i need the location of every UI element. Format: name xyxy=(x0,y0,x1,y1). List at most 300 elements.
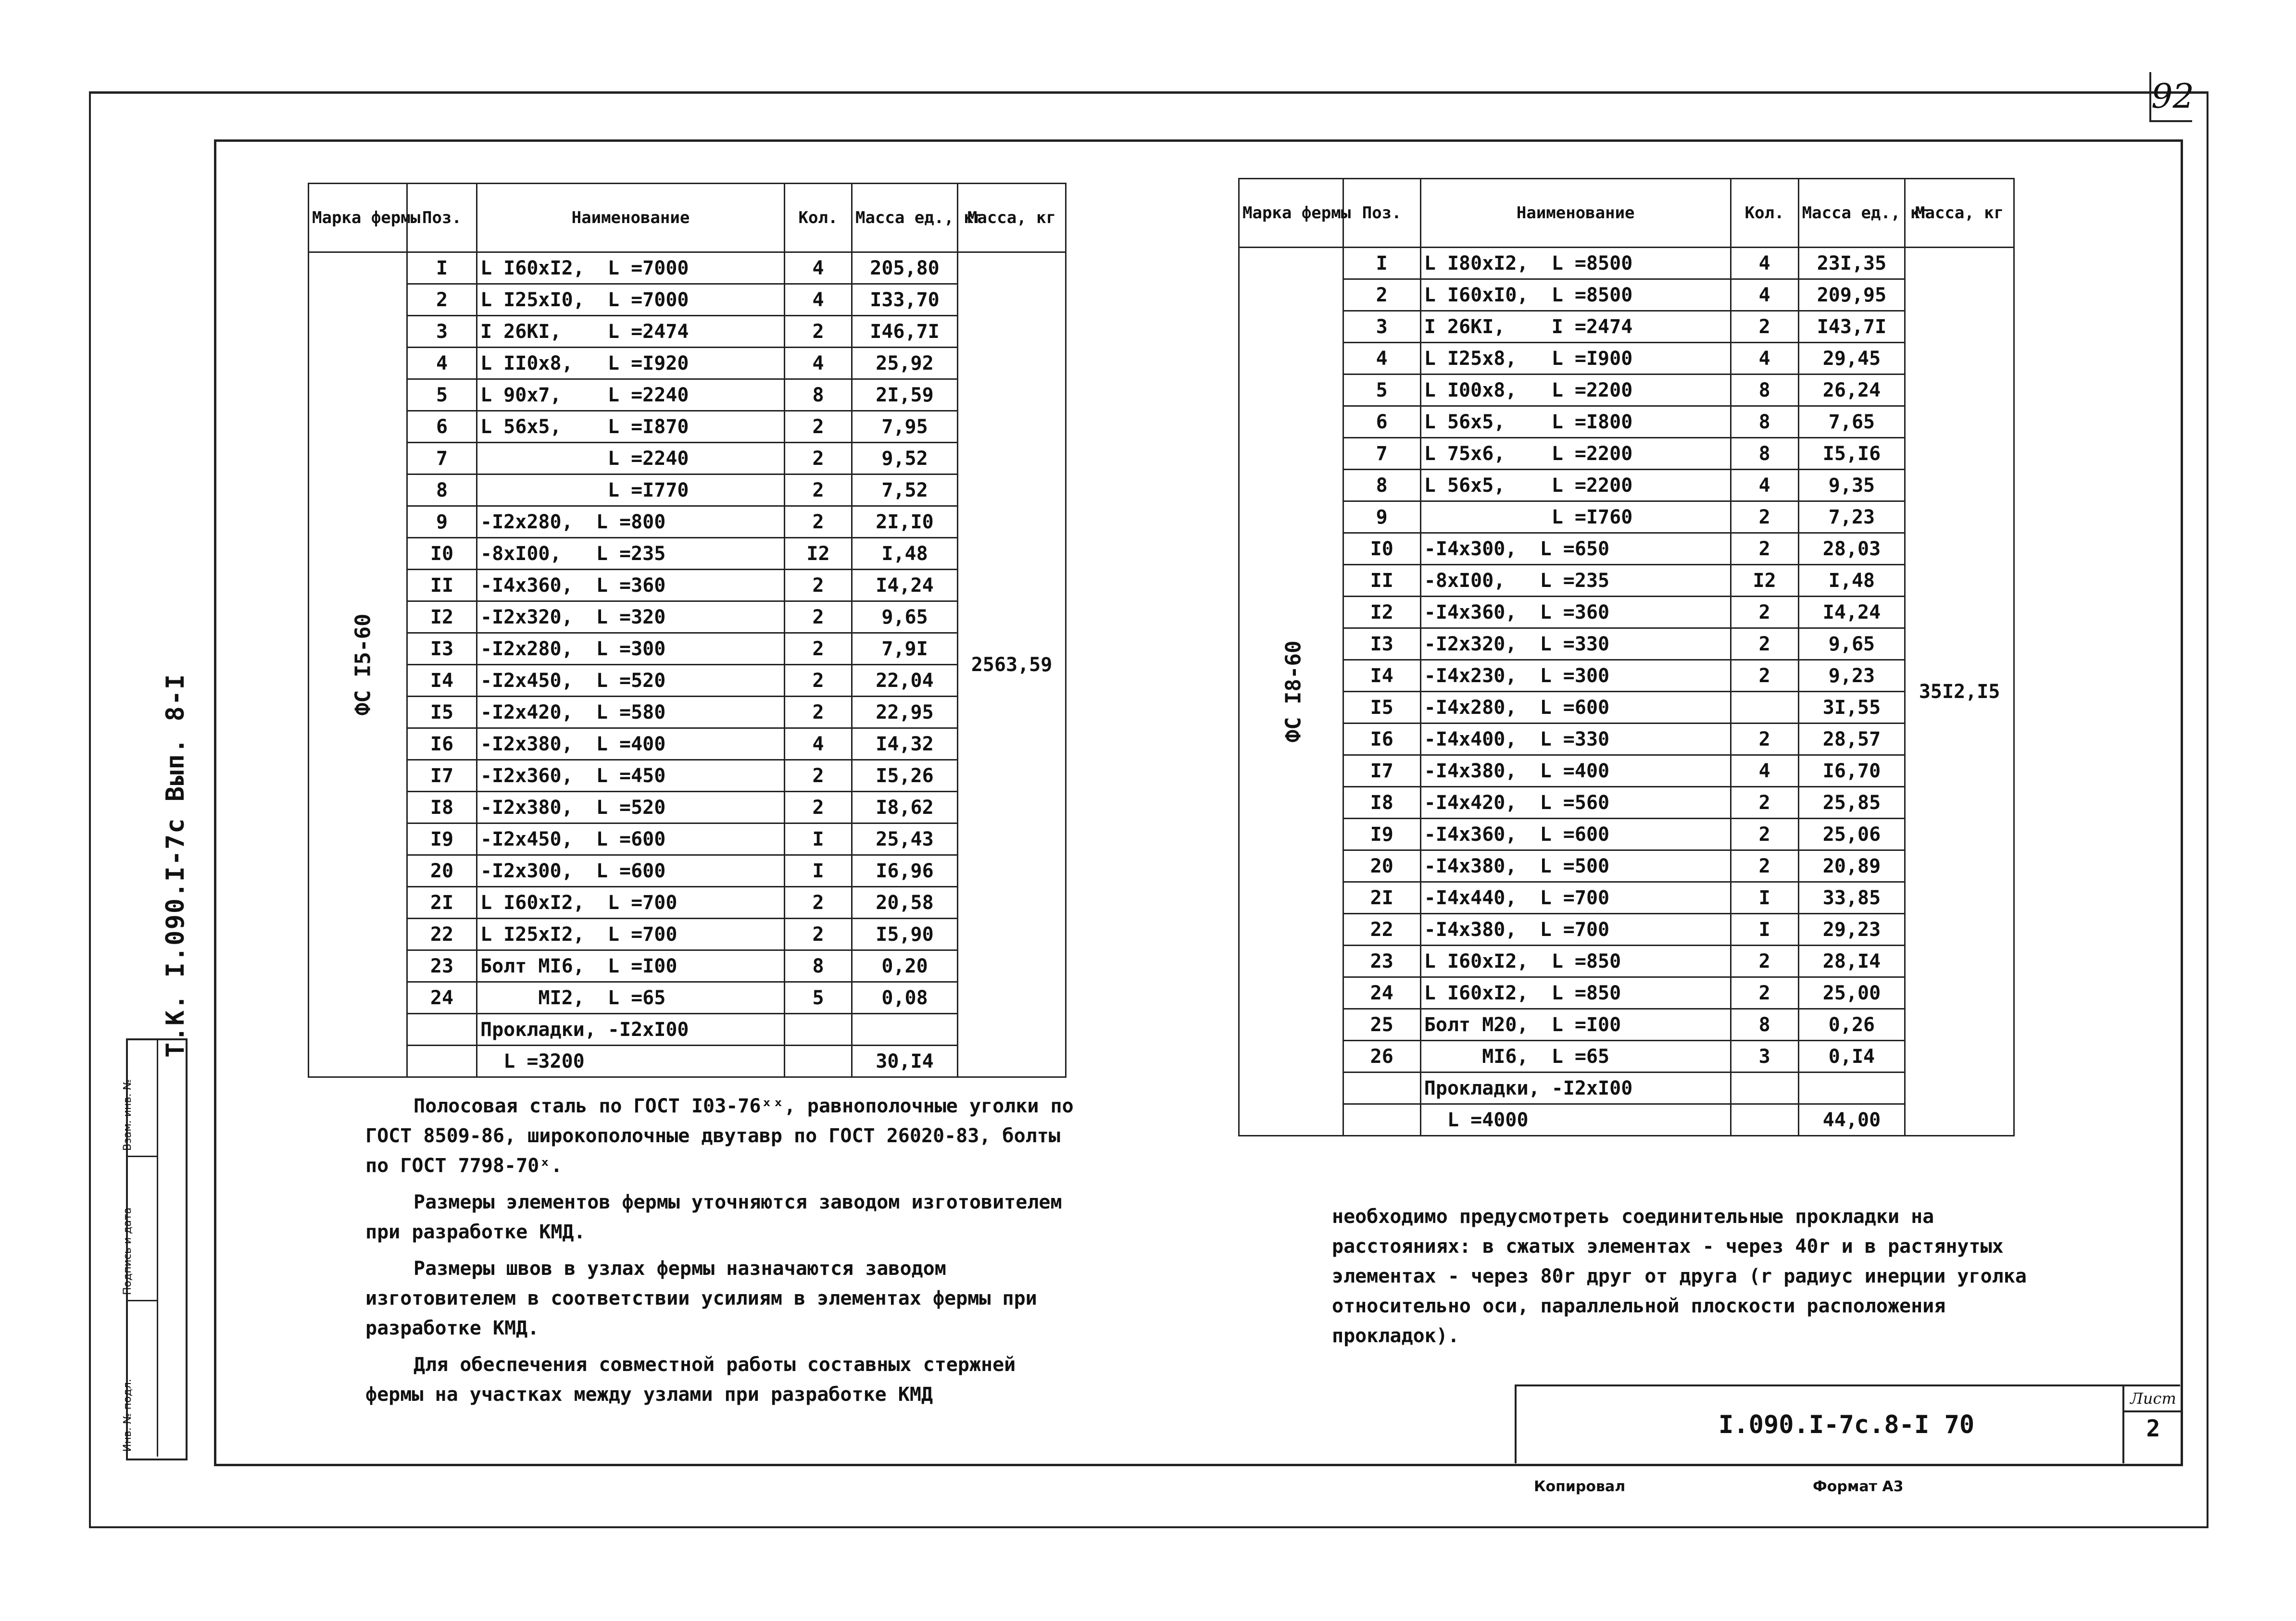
cell-mass: 28,03 xyxy=(1798,533,1905,565)
cell-mass: 9,35 xyxy=(1798,470,1905,501)
cell-mass: 28,57 xyxy=(1798,723,1905,755)
table-row xyxy=(309,474,1066,506)
notes-left xyxy=(365,1091,1077,1416)
cell-pos: I2 xyxy=(407,601,477,633)
cell-mass: I8,62 xyxy=(852,792,958,823)
table-row xyxy=(309,316,1066,348)
table-row xyxy=(309,982,1066,1014)
cell-qty: 8 xyxy=(785,379,852,411)
spec-table-left xyxy=(308,183,1066,1078)
cell-mass: 2I,I0 xyxy=(852,506,958,538)
cell-name: -I4x380, L =700 xyxy=(1420,914,1731,946)
cell-mass: 44,00 xyxy=(1798,1104,1905,1136)
cell-name: L =I770 xyxy=(477,474,785,506)
table-row xyxy=(309,760,1066,792)
table-row xyxy=(309,728,1066,760)
cell-name: -8xI00, L =235 xyxy=(477,538,785,570)
table-row xyxy=(309,1014,1066,1046)
table-row xyxy=(1239,374,2014,406)
cell-pos: 6 xyxy=(407,411,477,443)
approval-stamp-strip xyxy=(122,1038,188,1460)
note-paragraph: Полосовая сталь по ГОСТ I03-76ˣˣ, равнополочные уголки по ГОСТ 8509-86, широкополочные двутавр по ГОСТ 26020-83, болты по ГОСТ 7798-70ˣ. xyxy=(365,1095,1074,1177)
cell-pos: I3 xyxy=(407,633,477,665)
cell-mass: I43,7I xyxy=(1798,311,1905,343)
truss-mark-cell xyxy=(309,252,407,1077)
table-row xyxy=(309,348,1066,379)
sheet-box xyxy=(2122,1386,2182,1463)
stamp-cell: Инв. № подл. xyxy=(128,1300,158,1457)
cell-name: L I60xI2, L =700 xyxy=(477,887,785,919)
cell-pos: 7 xyxy=(1343,438,1420,470)
cell-name: L =4000 xyxy=(1420,1104,1731,1136)
cell-qty: 4 xyxy=(1731,755,1798,787)
cell-qty: 8 xyxy=(1731,1009,1798,1041)
title-block xyxy=(1515,1384,2180,1463)
cell-pos: 2 xyxy=(407,284,477,316)
table-row xyxy=(1239,1041,2014,1072)
cell-name: L I60xI2, L =850 xyxy=(1420,977,1731,1009)
table-row xyxy=(309,443,1066,474)
cell-name: I 26KI, L =2474 xyxy=(477,316,785,348)
cell-mass: 205,80 xyxy=(852,252,958,284)
cell-name: -I4x360, L =360 xyxy=(477,570,785,601)
cell-qty xyxy=(1731,692,1798,723)
cell-mass: I33,70 xyxy=(852,284,958,316)
cell-qty: 2 xyxy=(1731,628,1798,660)
cell-name: L I60xI2, L =7000 xyxy=(477,252,785,284)
cell-pos: I0 xyxy=(1343,533,1420,565)
header-qty: Кол. xyxy=(1731,179,1798,248)
cell-qty xyxy=(785,1046,852,1077)
header-name: Наименование xyxy=(1420,179,1731,248)
cell-mass: 7,95 xyxy=(852,411,958,443)
cell-name: L 56x5, L =I800 xyxy=(1420,406,1731,438)
table-row xyxy=(309,697,1066,728)
table-row xyxy=(1239,279,2014,311)
cell-mass: 7,23 xyxy=(1798,501,1905,533)
cell-qty: 2 xyxy=(1731,787,1798,819)
cell-pos: I7 xyxy=(1343,755,1420,787)
cell-pos: I0 xyxy=(407,538,477,570)
cell-pos: I4 xyxy=(1343,660,1420,692)
cell-pos: 7 xyxy=(407,443,477,474)
cell-mass xyxy=(852,1014,958,1046)
cell-name: -I2x280, L =800 xyxy=(477,506,785,538)
table-row xyxy=(1239,946,2014,977)
table-row xyxy=(1239,628,2014,660)
cell-mass: 9,65 xyxy=(852,601,958,633)
total-mass: 35I2,I5 xyxy=(1905,248,2014,1136)
cell-qty: I xyxy=(785,823,852,855)
cell-mass: 9,52 xyxy=(852,443,958,474)
cell-mass: 7,9I xyxy=(852,633,958,665)
cell-pos xyxy=(407,1014,477,1046)
cell-qty: 2 xyxy=(785,665,852,697)
side-document-code: Т.К. I.090.I-7с Вып. 8-I xyxy=(161,673,190,1058)
notes-right xyxy=(1332,1202,2082,1358)
cell-name: -I4x360, L =600 xyxy=(1420,819,1731,850)
cell-pos: I9 xyxy=(407,823,477,855)
cell-mass: I46,7I xyxy=(852,316,958,348)
cell-name: -I4x360, L =360 xyxy=(1420,597,1731,628)
cell-pos: I6 xyxy=(1343,723,1420,755)
cell-name: L I60xI0, L =8500 xyxy=(1420,279,1731,311)
truss-mark: ФС I5-60 xyxy=(351,613,376,716)
cell-name: L I60xI2, L =850 xyxy=(1420,946,1731,977)
table-row xyxy=(1239,438,2014,470)
cell-qty: 4 xyxy=(1731,343,1798,374)
cell-mass: I4,32 xyxy=(852,728,958,760)
cell-pos: I7 xyxy=(407,760,477,792)
cell-name: L I00x8, L =2200 xyxy=(1420,374,1731,406)
cell-mass: I5,90 xyxy=(852,919,958,950)
cell-mass: 0,08 xyxy=(852,982,958,1014)
cell-name: -I2x300, L =600 xyxy=(477,855,785,887)
cell-mass: 25,92 xyxy=(852,348,958,379)
cell-name: Прокладки, -I2xI00 xyxy=(477,1014,785,1046)
document-code: I.090.I-7с.8-I 70 xyxy=(1719,1410,1975,1439)
cell-name: -I4x400, L =330 xyxy=(1420,723,1731,755)
cell-name: Болт М20, L =I00 xyxy=(1420,1009,1731,1041)
table-row xyxy=(1239,248,2014,279)
cell-name: -I2x420, L =580 xyxy=(477,697,785,728)
cell-pos: 22 xyxy=(1343,914,1420,946)
cell-name: -I4x300, L =650 xyxy=(1420,533,1731,565)
header-mass-unit: Масса ед., кг xyxy=(852,184,958,252)
cell-mass: 22,04 xyxy=(852,665,958,697)
table-row xyxy=(1239,1104,2014,1136)
table-row xyxy=(309,284,1066,316)
cell-pos: 23 xyxy=(407,950,477,982)
cell-mass: 25,06 xyxy=(1798,819,1905,850)
cell-mass: 7,52 xyxy=(852,474,958,506)
cell-mass: 28,I4 xyxy=(1798,946,1905,977)
table-row xyxy=(309,792,1066,823)
table-row xyxy=(1239,787,2014,819)
table-row xyxy=(1239,882,2014,914)
cell-qty: 4 xyxy=(785,728,852,760)
cell-qty: 2 xyxy=(1731,946,1798,977)
cell-qty: I xyxy=(785,855,852,887)
cell-mass xyxy=(1798,1072,1905,1104)
cell-pos: 24 xyxy=(407,982,477,1014)
cell-mass: I6,96 xyxy=(852,855,958,887)
cell-pos: I8 xyxy=(407,792,477,823)
cell-qty: 2 xyxy=(785,443,852,474)
table-row xyxy=(1239,850,2014,882)
cell-qty: 2 xyxy=(1731,977,1798,1009)
header-mass: Масса, кг xyxy=(1905,179,2014,248)
table-row xyxy=(309,665,1066,697)
cell-pos: I xyxy=(407,252,477,284)
cell-name: L =2240 xyxy=(477,443,785,474)
cell-name: L 56x5, L =I870 xyxy=(477,411,785,443)
cell-name: -I2x450, L =520 xyxy=(477,665,785,697)
header-name: Наименование xyxy=(477,184,785,252)
cell-qty: 2 xyxy=(1731,723,1798,755)
cell-mass: 25,85 xyxy=(1798,787,1905,819)
cell-name: L I80xI2, L =8500 xyxy=(1420,248,1731,279)
cell-qty: 2 xyxy=(1731,660,1798,692)
cell-pos: I8 xyxy=(1343,787,1420,819)
total-mass: 2563,59 xyxy=(958,252,1066,1077)
cell-pos: 3 xyxy=(407,316,477,348)
cell-name: -I4x230, L =300 xyxy=(1420,660,1731,692)
cell-qty: 2 xyxy=(1731,597,1798,628)
header-mass: Масса, кг xyxy=(958,184,1066,252)
table-row xyxy=(309,950,1066,982)
stamp-cell: Подпись и дата xyxy=(128,1156,158,1301)
table-row xyxy=(309,887,1066,919)
cell-pos: 26 xyxy=(1343,1041,1420,1072)
cell-name: L I25x8, L =I900 xyxy=(1420,343,1731,374)
table-row xyxy=(1239,311,2014,343)
cell-name: L 56x5, L =2200 xyxy=(1420,470,1731,501)
table-row xyxy=(309,252,1066,284)
cell-qty: 2 xyxy=(785,760,852,792)
cell-name: L I25xI0, L =7000 xyxy=(477,284,785,316)
cell-mass: 9,65 xyxy=(1798,628,1905,660)
truss-mark: ФС I8-60 xyxy=(1281,640,1306,743)
table-row xyxy=(1239,1072,2014,1104)
cell-name: -I2x320, L =330 xyxy=(1420,628,1731,660)
table-row xyxy=(309,601,1066,633)
cell-pos: 22 xyxy=(407,919,477,950)
table-row xyxy=(309,538,1066,570)
cell-pos: 5 xyxy=(407,379,477,411)
cell-name: -I2x360, L =450 xyxy=(477,760,785,792)
table-row xyxy=(1239,343,2014,374)
cell-name: -I4x420, L =560 xyxy=(1420,787,1731,819)
cell-qty: I xyxy=(1731,914,1798,946)
cell-name: L 90x7, L =2240 xyxy=(477,379,785,411)
cell-name: L =I760 xyxy=(1420,501,1731,533)
cell-mass: 29,45 xyxy=(1798,343,1905,374)
cell-qty: 4 xyxy=(1731,248,1798,279)
cell-qty: 2 xyxy=(1731,850,1798,882)
table-row xyxy=(1239,660,2014,692)
cell-name: МI6, L =65 xyxy=(1420,1041,1731,1072)
cell-name: -8xI00, L =235 xyxy=(1420,565,1731,597)
cell-pos: 9 xyxy=(407,506,477,538)
cell-qty: 3 xyxy=(1731,1041,1798,1072)
cell-pos: 24 xyxy=(1343,977,1420,1009)
cell-pos xyxy=(1343,1104,1420,1136)
cell-name: I 26KI, I =2474 xyxy=(1420,311,1731,343)
cell-qty: 4 xyxy=(785,252,852,284)
cell-qty: 2 xyxy=(785,919,852,950)
cell-qty: 2 xyxy=(785,570,852,601)
cell-mass: 25,00 xyxy=(1798,977,1905,1009)
cell-name: -I4x380, L =500 xyxy=(1420,850,1731,882)
cell-mass: 26,24 xyxy=(1798,374,1905,406)
cell-pos: II xyxy=(407,570,477,601)
page-number: 92 xyxy=(2149,72,2192,122)
cell-mass: 25,43 xyxy=(852,823,958,855)
cell-name: L 75x6, L =2200 xyxy=(1420,438,1731,470)
cell-name: -I4x440, L =700 xyxy=(1420,882,1731,914)
table-row xyxy=(309,919,1066,950)
cell-qty xyxy=(785,1014,852,1046)
note-paragraph: Размеры швов в узлах фермы назначаются заводом изготовителем в соответствии усилиям в элементах фермы при разработке КМД. xyxy=(365,1258,1037,1339)
cell-pos: I5 xyxy=(407,697,477,728)
cell-name: -I4x280, L =600 xyxy=(1420,692,1731,723)
cell-pos: 9 xyxy=(1343,501,1420,533)
cell-qty xyxy=(1731,1072,1798,1104)
header-mass-unit: Масса ед., кг xyxy=(1798,179,1905,248)
header-mark: Марка фермы xyxy=(309,184,407,252)
cell-mass: I,48 xyxy=(852,538,958,570)
cell-mass: I6,70 xyxy=(1798,755,1905,787)
cell-qty: 4 xyxy=(1731,470,1798,501)
cell-qty: I2 xyxy=(785,538,852,570)
cell-name: -I2x450, L =600 xyxy=(477,823,785,855)
cell-name: МI2, L =65 xyxy=(477,982,785,1014)
cell-name: -I2x280, L =300 xyxy=(477,633,785,665)
cell-pos: 8 xyxy=(1343,470,1420,501)
cell-qty: 8 xyxy=(1731,406,1798,438)
cell-name: L I25xI2, L =700 xyxy=(477,919,785,950)
header-mark: Марка фермы xyxy=(1239,179,1343,248)
cell-pos: I2 xyxy=(1343,597,1420,628)
table-row xyxy=(1239,755,2014,787)
cell-qty: 8 xyxy=(1731,374,1798,406)
cell-qty: 2 xyxy=(785,316,852,348)
cell-name: L II0x8, L =I920 xyxy=(477,348,785,379)
cell-name: Болт МI6, L =I00 xyxy=(477,950,785,982)
table-row xyxy=(309,1046,1066,1077)
cell-qty: 2 xyxy=(785,633,852,665)
cell-qty: 2 xyxy=(785,601,852,633)
table-row xyxy=(1239,819,2014,850)
cell-pos: 2 xyxy=(1343,279,1420,311)
header-pos: Поз. xyxy=(407,184,477,252)
cell-pos: I3 xyxy=(1343,628,1420,660)
truss-mark-cell xyxy=(1239,248,1343,1136)
cell-pos: 5 xyxy=(1343,374,1420,406)
cell-qty: I2 xyxy=(1731,565,1798,597)
cell-qty: 2 xyxy=(1731,311,1798,343)
cell-qty: 2 xyxy=(785,697,852,728)
cell-qty: 2 xyxy=(785,506,852,538)
cell-pos: 2I xyxy=(407,887,477,919)
note-paragraph: Размеры элементов фермы уточняются заводом изготовителем при разработке КМД. xyxy=(365,1191,1062,1243)
header-qty: Кол. xyxy=(785,184,852,252)
cell-pos: 25 xyxy=(1343,1009,1420,1041)
note-paragraph: необходимо предусмотреть соединительные прокладки на расстояниях: в сжатых элементах - через 40r и в растянутых элементах - через 80r друг от друга (r радиус инерции уголка относительно оси, параллельной плоскости расположения прокладок). xyxy=(1332,1206,2027,1347)
cell-mass: 29,23 xyxy=(1798,914,1905,946)
cell-mass: 0,I4 xyxy=(1798,1041,1905,1072)
cell-pos: I9 xyxy=(1343,819,1420,850)
note-paragraph: Для обеспечения совместной работы составных стержней фермы на участках между узлами при разработке КМД xyxy=(365,1354,1016,1406)
cell-pos xyxy=(407,1046,477,1077)
cell-mass: I4,24 xyxy=(1798,597,1905,628)
table-row xyxy=(1239,597,2014,628)
cell-pos: II xyxy=(1343,565,1420,597)
cell-pos: 2I xyxy=(1343,882,1420,914)
cell-mass: 9,23 xyxy=(1798,660,1905,692)
cell-mass: 0,20 xyxy=(852,950,958,982)
table-row xyxy=(1239,692,2014,723)
table-row xyxy=(1239,501,2014,533)
footer-copied: Копировал xyxy=(1534,1478,1626,1495)
cell-qty: 2 xyxy=(785,411,852,443)
cell-mass: 3I,55 xyxy=(1798,692,1905,723)
table-row xyxy=(1239,723,2014,755)
cell-mass: 7,65 xyxy=(1798,406,1905,438)
cell-qty: 8 xyxy=(1731,438,1798,470)
cell-name: Прокладки, -I2xI00 xyxy=(1420,1072,1731,1104)
cell-name: -I2x380, L =400 xyxy=(477,728,785,760)
cell-mass: 33,85 xyxy=(1798,882,1905,914)
cell-qty: 4 xyxy=(785,284,852,316)
cell-qty: I xyxy=(1731,882,1798,914)
cell-pos: I xyxy=(1343,248,1420,279)
spec-table-right xyxy=(1238,178,2015,1136)
cell-qty: 2 xyxy=(785,474,852,506)
cell-mass: 30,I4 xyxy=(852,1046,958,1077)
cell-pos: 23 xyxy=(1343,946,1420,977)
cell-mass: I4,24 xyxy=(852,570,958,601)
cell-qty: 4 xyxy=(785,348,852,379)
cell-qty: 2 xyxy=(1731,533,1798,565)
cell-qty: 2 xyxy=(1731,501,1798,533)
cell-qty: 2 xyxy=(785,887,852,919)
cell-qty: 8 xyxy=(785,950,852,982)
cell-pos: 20 xyxy=(1343,850,1420,882)
table-row xyxy=(1239,470,2014,501)
cell-name: L =3200 xyxy=(477,1046,785,1077)
table-row xyxy=(1239,565,2014,597)
table-row xyxy=(1239,977,2014,1009)
cell-mass: I5,26 xyxy=(852,760,958,792)
table-row xyxy=(309,855,1066,887)
table-row xyxy=(309,506,1066,538)
table-row xyxy=(309,633,1066,665)
cell-qty: 4 xyxy=(1731,279,1798,311)
table-row xyxy=(309,411,1066,443)
cell-qty xyxy=(1731,1104,1798,1136)
table-row xyxy=(309,379,1066,411)
table-row xyxy=(1239,406,2014,438)
cell-mass: 23I,35 xyxy=(1798,248,1905,279)
table-row xyxy=(1239,533,2014,565)
cell-pos: 8 xyxy=(407,474,477,506)
cell-mass: 20,58 xyxy=(852,887,958,919)
stamp-cell: Взам. инв. № xyxy=(128,1040,158,1157)
cell-mass: 20,89 xyxy=(1798,850,1905,882)
cell-pos: I6 xyxy=(407,728,477,760)
cell-qty: 2 xyxy=(785,792,852,823)
cell-pos: 6 xyxy=(1343,406,1420,438)
cell-name: -I2x380, L =520 xyxy=(477,792,785,823)
cell-mass: 0,26 xyxy=(1798,1009,1905,1041)
cell-qty: 5 xyxy=(785,982,852,1014)
cell-mass: 22,95 xyxy=(852,697,958,728)
cell-pos: 4 xyxy=(1343,343,1420,374)
sheet-label: Лист xyxy=(2124,1386,2182,1412)
footer-format: Формат А3 xyxy=(1813,1478,1904,1495)
cell-pos: 4 xyxy=(407,348,477,379)
cell-name: -I2x320, L =320 xyxy=(477,601,785,633)
table-row xyxy=(309,570,1066,601)
table-row xyxy=(309,823,1066,855)
cell-name: -I4x380, L =400 xyxy=(1420,755,1731,787)
cell-pos: I5 xyxy=(1343,692,1420,723)
cell-mass: 209,95 xyxy=(1798,279,1905,311)
sheet-number: 2 xyxy=(2146,1415,2160,1442)
cell-qty: 2 xyxy=(1731,819,1798,850)
